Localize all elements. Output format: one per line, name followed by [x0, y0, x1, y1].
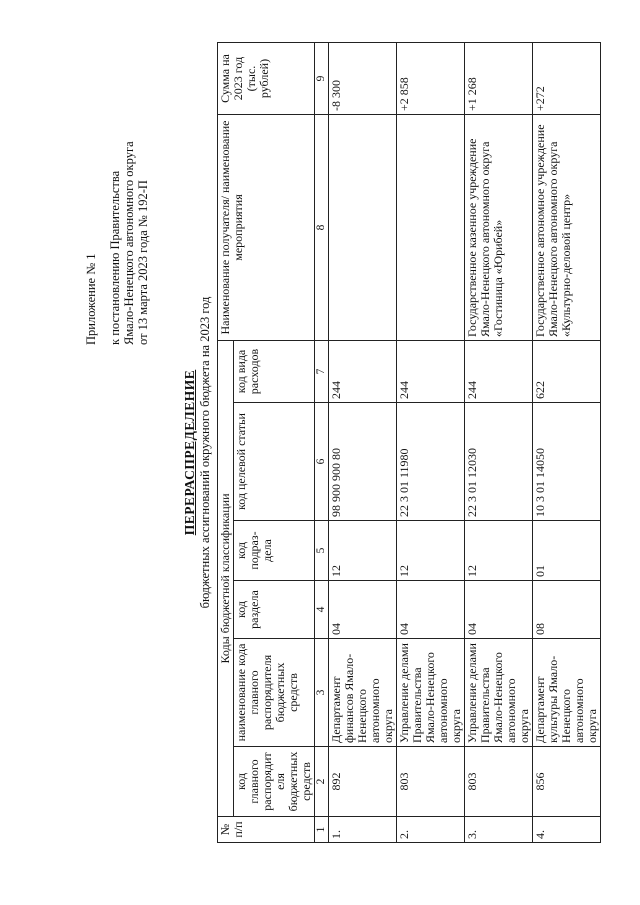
table-row [533, 43, 601, 843]
header-sum: Сумма на 2023 год (тыс. рублей) [218, 43, 315, 115]
cell-subsection: 12 [465, 521, 533, 581]
budget-table [217, 42, 601, 843]
cell-expense: 244 [397, 341, 465, 403]
header-recipient: Наименование получателя/ наименование мероприятия [218, 115, 315, 341]
column-number: 4 [315, 581, 329, 639]
document-subtitle: бюджетных ассигнований окружного бюджета на 2023 год [198, 296, 212, 609]
column-number: 9 [315, 43, 329, 115]
column-number: 2 [315, 747, 329, 817]
appendix-title: Приложение № 1 [84, 253, 98, 345]
cell-section: 04 [465, 581, 533, 639]
table-row [329, 43, 397, 843]
cell-recipient [329, 115, 397, 341]
cell-section: 04 [397, 581, 465, 639]
cell-subsection: 12 [397, 521, 465, 581]
appendix-block [84, 15, 150, 345]
cell-target: 98 900 900 80 [329, 403, 397, 521]
header-code-target: код целевой статьи [234, 403, 315, 521]
cell-expense: 244 [465, 341, 533, 403]
cell-sum: +2 858 [397, 43, 465, 115]
cell-recipient [397, 115, 465, 341]
appendix-line-2: Ямало-Ненецкого автономного округа [122, 141, 136, 345]
column-number: 3 [315, 639, 329, 747]
cell-code-main: 803 [397, 747, 465, 817]
cell-name-main: Департамент финансов Ямало-Ненецкого автономного округа [329, 639, 397, 747]
header-code-section: код раздела [234, 581, 315, 639]
header-no: № п/п [218, 817, 315, 843]
cell-name-main: Управление делами Правительства Ямало-Ненецкого автономного округа [465, 639, 533, 747]
cell-target: 10 3 01 14050 [533, 403, 601, 521]
cell-no: 1. [329, 817, 397, 843]
header-row-1 [218, 43, 234, 843]
header-name-main: наименование кода главного распорядителя бюджетных средств [234, 639, 315, 747]
cell-section: 08 [533, 581, 601, 639]
column-number: 6 [315, 403, 329, 521]
cell-no: 4. [533, 817, 601, 843]
cell-subsection: 12 [329, 521, 397, 581]
table-row [397, 43, 465, 843]
cell-target: 22 3 01 11980 [397, 403, 465, 521]
cell-sum: +272 [533, 43, 601, 115]
cell-target: 22 3 01 12030 [465, 403, 533, 521]
cell-name-main: Департамент культуры Ямало-Ненецкого автономного округа [533, 639, 601, 747]
cell-sum: -8 300 [329, 43, 397, 115]
column-number: 7 [315, 341, 329, 403]
cell-code-main: 856 [533, 747, 601, 817]
cell-recipient: Государственное автономное учреждение Ямало-Ненецкого автономного округа «Культурно-деловой центр» [533, 115, 601, 341]
header-code-expense: код вида расходов [234, 341, 315, 403]
cell-no: 3. [465, 817, 533, 843]
cell-code-main: 803 [465, 747, 533, 817]
cell-sum: +1 268 [465, 43, 533, 115]
cell-section: 04 [329, 581, 397, 639]
cell-expense: 622 [533, 341, 601, 403]
header-code-subsection: код подраз-дела [234, 521, 315, 581]
cell-code-main: 892 [329, 747, 397, 817]
cell-recipient: Государственное казенное учреждение Ямало-Ненецкого автономного округа «Гостиница «Юрибей» [465, 115, 533, 341]
document-title: ПЕРЕРАСПРЕДЕЛЕНИЕ [182, 369, 197, 536]
column-number: 1 [315, 817, 329, 843]
column-number-row [315, 43, 329, 843]
cell-no: 2. [397, 817, 465, 843]
cell-expense: 244 [329, 341, 397, 403]
column-number: 5 [315, 521, 329, 581]
appendix-line-1: к постановлению Правительства [108, 170, 122, 345]
column-number: 8 [315, 115, 329, 341]
table-row [465, 43, 533, 843]
header-group-codes: Коды бюджетной классификации [218, 341, 234, 817]
cell-name-main: Управление делами Правительства Ямало-Ненецкого автономного округа [397, 639, 465, 747]
appendix-line-3: от 13 марта 2023 года № 192-П [136, 180, 150, 345]
cell-subsection: 01 [533, 521, 601, 581]
header-code-main: код главного распорядителя бюджетных средств [234, 747, 315, 817]
